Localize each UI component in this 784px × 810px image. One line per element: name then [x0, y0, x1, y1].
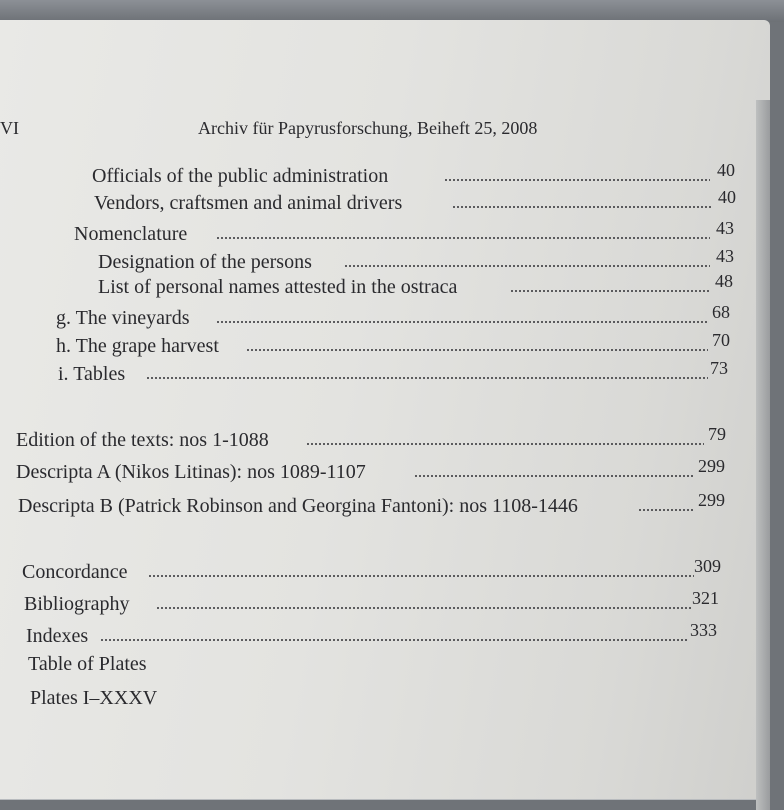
toc-entry-tables — [58, 358, 748, 386]
page-edge — [756, 100, 770, 810]
toc-label: Vendors, craftsmen and animal drivers — [94, 192, 403, 214]
toc-label: g. The vineyards — [56, 307, 190, 329]
toc-label: Edition of the texts: nos 1-1088 — [16, 429, 269, 451]
toc-entry-grape-harvest — [56, 330, 746, 358]
toc-entry-descripta-a — [16, 456, 746, 484]
leader-dots — [452, 204, 711, 210]
running-header-title: Archiv für Papyrusforschung, Beiheft 25, 2008 — [198, 118, 538, 138]
leader-dots — [306, 441, 704, 447]
toc-entry-plates: Plates I–XXXV — [30, 687, 158, 709]
toc-label: List of personal names attested in the ostraca — [98, 276, 458, 298]
toc-label: Descripta A (Nikos Litinas): nos 1089-1107 — [16, 461, 366, 483]
toc-entry-indexes — [26, 620, 756, 648]
toc-entry-nomenclature — [74, 218, 744, 246]
toc-page-number: 321 — [692, 588, 719, 608]
toc-label: Indexes — [26, 625, 89, 647]
toc-entry-personal-names — [98, 271, 744, 299]
toc-page-number: 70 — [712, 330, 730, 350]
toc-page-number: 43 — [716, 246, 734, 266]
toc-page-number: 43 — [716, 218, 734, 238]
leader-dots — [148, 573, 694, 579]
toc-entry-designation — [98, 246, 744, 274]
leader-dots — [216, 235, 710, 241]
leader-dots — [246, 347, 708, 353]
toc-entry-officials — [92, 160, 742, 188]
leader-dots — [216, 319, 708, 325]
toc-page-number: 68 — [712, 302, 730, 322]
toc-page-number: 48 — [715, 271, 733, 291]
toc-page-number: 79 — [708, 424, 726, 444]
leader-dots — [156, 605, 692, 611]
leader-dots — [344, 263, 710, 269]
toc-label: i. Tables — [58, 363, 126, 385]
toc-page-number: 333 — [690, 620, 717, 640]
toc-page-number: 40 — [718, 187, 736, 207]
toc-entry-table-of-plates: Table of Plates — [28, 653, 147, 675]
top-background-strip — [0, 0, 784, 22]
toc-entry-descripta-b — [18, 490, 748, 518]
toc-entry-vendors — [94, 187, 744, 215]
toc-label: Designation of the persons — [98, 251, 312, 273]
toc-label: Descripta B (Patrick Robinson and Georgina Fantoni): nos 1108-1446 — [18, 495, 578, 517]
page-number: VI — [0, 118, 19, 138]
toc-page-number: 299 — [698, 490, 725, 510]
leader-dots — [146, 375, 708, 381]
toc-label: Officials of the public administration — [92, 165, 389, 187]
toc-page-number: 299 — [698, 456, 725, 476]
leader-dots — [414, 473, 694, 479]
toc-label: h. The grape harvest — [56, 335, 219, 357]
toc-label: Concordance — [22, 561, 128, 583]
toc-label: Nomenclature — [74, 223, 188, 245]
toc-entry-edition — [16, 424, 746, 452]
leader-dots — [444, 177, 710, 183]
leader-dots — [638, 507, 694, 513]
toc-entry-concordance — [22, 556, 752, 584]
leader-dots — [100, 637, 688, 643]
toc-entry-bibliography — [24, 588, 754, 616]
toc-page-number: 73 — [710, 358, 728, 378]
toc-page-number: 40 — [717, 160, 735, 180]
toc-label: Bibliography — [24, 593, 130, 615]
toc-page-number: 309 — [694, 556, 721, 576]
leader-dots — [510, 288, 710, 294]
toc-entry-vineyards — [56, 302, 746, 330]
